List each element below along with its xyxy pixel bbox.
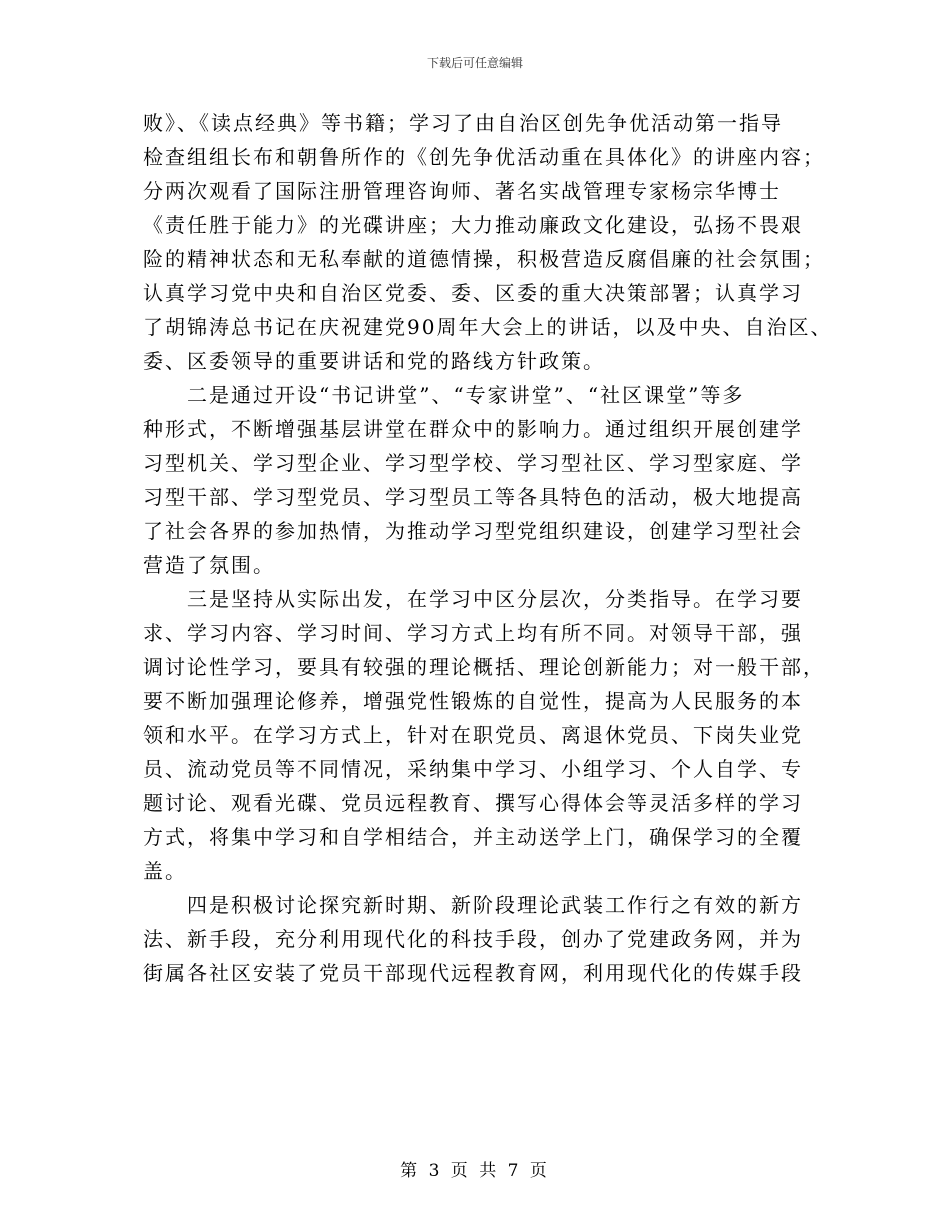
text-line: 了胡锦涛总书记在庆祝建党90周年大会上的讲话，以及中央、自治区、	[143, 315, 833, 339]
page-header: 下载后可任意编辑	[426, 56, 523, 70]
text-line: 败》、《读点经典》等书籍；学习了由自治区创先争优活动第一指导	[143, 111, 783, 135]
text-line: 街属各社区安装了党员干部现代远程教育网，利用现代化的传媒手段	[143, 961, 803, 985]
text-line: 调讨论性学习，要具有较强的理论概括、理论创新能力；对一般干部，	[143, 655, 825, 679]
text-line: 二是通过开设“书记讲堂”、“专家讲堂”、“社区课堂”等多	[187, 383, 745, 407]
text-line: 分两次观看了国际注册管理咨询师、著名实战管理专家杨宗华博士	[143, 179, 781, 203]
text-line: 《责任胜于能力》的光碟讲座；大力推动廉政文化建设，弘扬不畏艰	[143, 213, 803, 237]
text-line: 题讨论、观看光碟、党员远程教育、撰写心得体会等灵活多样的学习	[143, 791, 803, 815]
text-line: 盖。	[143, 859, 187, 883]
text-line: 领和水平。在学习方式上，针对在职党员、离退休党员、下岗失业党	[143, 723, 803, 747]
text-line: 认真学习党中央和自治区党委、委、区委的重大决策部署；认真学习	[143, 281, 803, 305]
text-line: 委、区委领导的重要讲话和党的路线方针政策。	[143, 349, 605, 373]
text-line: 险的精神状态和无私奉献的道德情操，积极营造反腐倡廉的社会氛围；	[143, 247, 825, 271]
text-line: 习型干部、学习型党员、学习型员工等各具特色的活动，极大地提高	[143, 485, 803, 509]
text-line: 法、新手段，充分利用现代化的科技手段，创办了党建政务网，并为	[143, 927, 803, 951]
text-line: 种形式，不断增强基层讲堂在群众中的影响力。通过组织开展创建学	[143, 417, 803, 441]
text-line: 习型机关、学习型企业、学习型学校、学习型社区、学习型家庭、学	[143, 451, 803, 475]
page-footer: 第 3 页 共 7 页	[400, 1161, 550, 1181]
text-line: 了社会各界的参加热情，为推动学习型党组织建设，创建学习型社会	[143, 519, 803, 543]
text-line: 三是坚持从实际出发，在学习中区分层次，分类指导。在学习要	[187, 587, 803, 611]
text-line: 四是积极讨论探究新时期、新阶段理论武装工作行之有效的新方	[187, 893, 803, 917]
text-line: 求、学习内容、学习时间、学习方式上均有所不同。对领导干部，强	[143, 621, 803, 645]
text-line: 员、流动党员等不同情况，采纳集中学习、小组学习、个人自学、专	[143, 757, 803, 781]
text-line: 方式，将集中学习和自学相结合，并主动送学上门，确保学习的全覆	[143, 825, 803, 849]
document-body	[143, 106, 833, 990]
text-line: 营造了氛围。	[143, 553, 275, 577]
text-line: 要不断加强理论修养，增强党性锻炼的自觉性，提高为人民服务的本	[143, 689, 803, 713]
text-line: 检查组组长布和朝鲁所作的《创先争优活动重在具体化》的讲座内容；	[143, 145, 825, 169]
